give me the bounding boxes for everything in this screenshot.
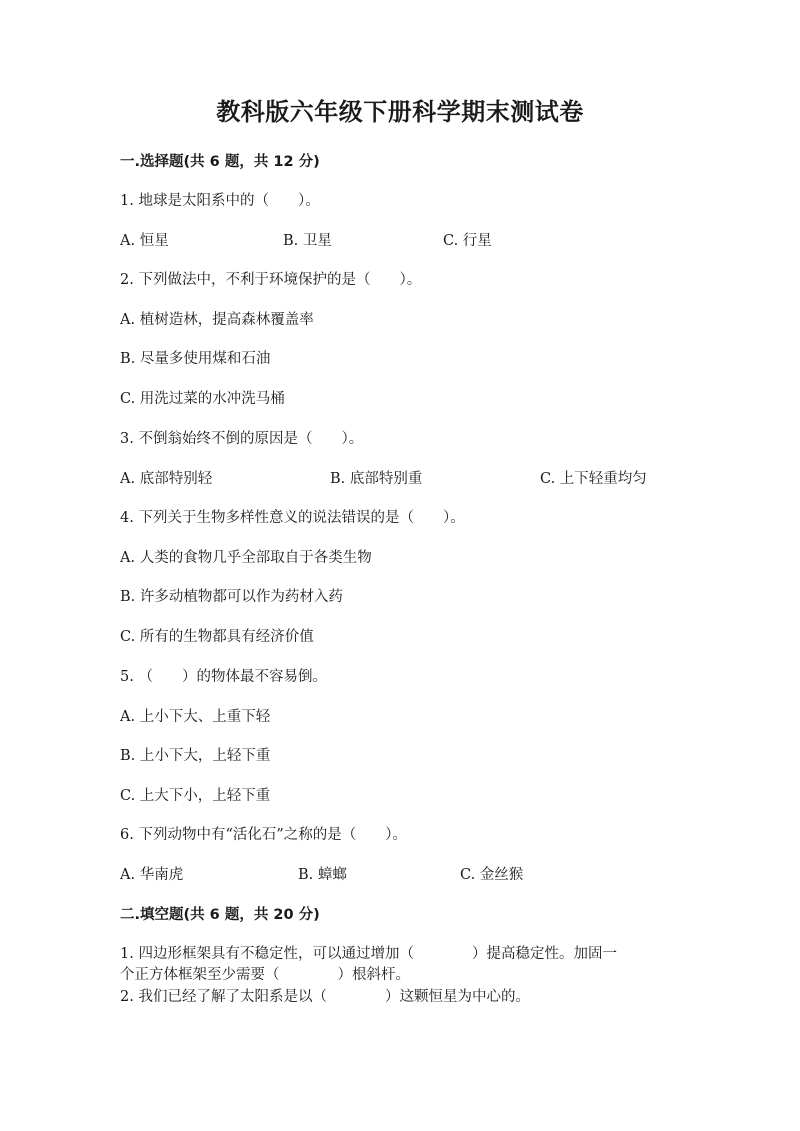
question-5-stem: 5. （ ）的物体最不容易倒。: [120, 669, 327, 685]
question-3-option-a: A. 底部特别轻: [120, 471, 213, 487]
section-heading-fill-in: 二.填空题(共 6 题，共 20 分): [120, 907, 320, 923]
question-1-option-b: B. 卫星: [283, 233, 332, 249]
question-4-option-c: C. 所有的生物都具有经济价值: [120, 629, 314, 645]
question-1-option-a: A. 恒星: [120, 233, 169, 249]
question-6-option-c: C. 金丝猴: [460, 867, 524, 883]
fill-question-1-line-1: 1. 四边形框架具有不稳定性，可以通过增加（ ）提高稳定性。加固一: [120, 946, 617, 962]
question-2-option-b: B. 尽量多使用煤和石油: [120, 351, 271, 367]
question-6-stem: 6. 下列动物中有“活化石”之称的是（ ）。: [120, 827, 408, 843]
question-6-option-a: A. 华南虎: [120, 867, 184, 883]
question-2-option-c: C. 用洗过菜的水冲洗马桶: [120, 391, 285, 407]
question-5-option-c: C. 上大下小，上轻下重: [120, 788, 271, 804]
question-5-option-a: A. 上小下大、上重下轻: [120, 709, 271, 725]
page-title: 教科版六年级下册科学期末测试卷: [216, 98, 584, 126]
fill-question-2-line-1: 2. 我们已经了解了太阳系是以（ ）这颗恒星为中心的。: [120, 989, 530, 1005]
question-5-option-b: B. 上小下大，上轻下重: [120, 748, 271, 764]
question-1-stem: 1. 地球是太阳系中的（ ）。: [120, 193, 320, 209]
fill-question-1-line-2: 个正方体框架至少需要（ ）根斜杆。: [120, 967, 410, 983]
question-4-option-b: B. 许多动植物都可以作为药材入药: [120, 589, 343, 605]
question-3-option-b: B. 底部特别重: [330, 471, 423, 487]
question-2-stem: 2. 下列做法中，不利于环境保护的是（ ）。: [120, 272, 422, 288]
section-heading-choice: 一.选择题(共 6 题，共 12 分): [120, 154, 320, 170]
question-4-option-a: A. 人类的食物几乎全部取自于各类生物: [120, 550, 372, 566]
question-3-option-c: C. 上下轻重均匀: [540, 471, 647, 487]
question-2-option-a: A. 植树造林，提高森林覆盖率: [120, 312, 314, 328]
question-3-stem: 3. 不倒翁始终不倒的原因是（ ）。: [120, 431, 364, 447]
question-6-option-b: B. 蟑螂: [298, 867, 347, 883]
question-1-option-c: C. 行星: [443, 233, 492, 249]
question-4-stem: 4. 下列关于生物多样性意义的说法错误的是（ ）。: [120, 510, 465, 526]
